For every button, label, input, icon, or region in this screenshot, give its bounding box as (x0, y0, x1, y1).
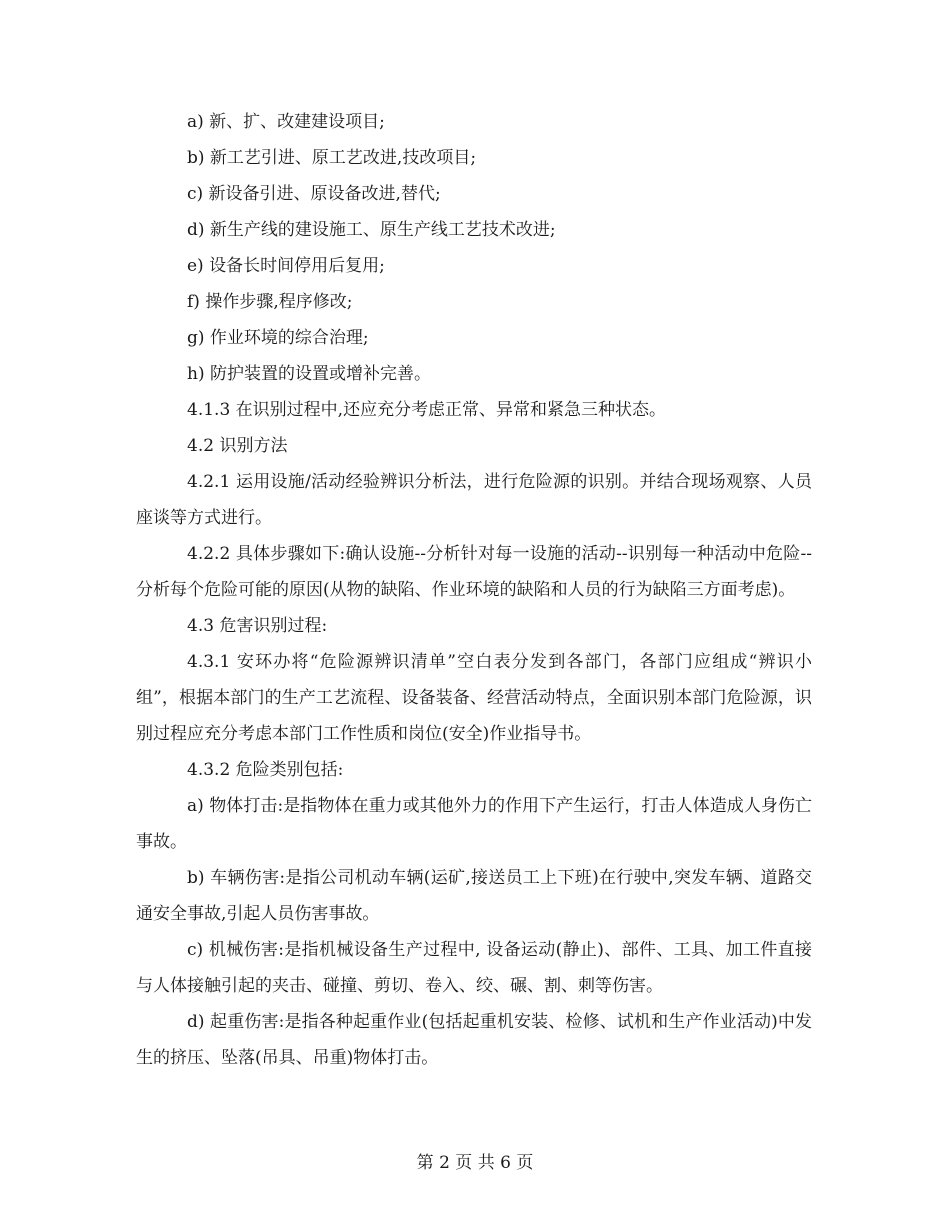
list-item-g: g) 作业环境的综合治理; (187, 328, 369, 348)
section-heading-4-3: 4.3 危害识别过程: (187, 616, 328, 636)
section-4-2-2: 4.2.2 具体步骤如下:确认设施--分析针对每一设施的活动--识别每一种活动中危险--分析每个危险可能的原因(从物的缺陷、作业环境的缺陷和人员的行为缺陷三方面考虑)。 (136, 544, 812, 600)
document-body (136, 104, 812, 1076)
list-item-e: e) 设备长时间停用后复用; (187, 256, 385, 276)
list-item-c: c) 新设备引进、原设备改进,替代; (187, 184, 441, 204)
hazard-item-c: c) 机械伤害:是指机械设备生产过程中, 设备运动(静止)、部件、工具、加工件直接与人体接触引起的夹击、碰撞、剪切、卷入、绞、碾、割、刺等伤害。 (136, 940, 812, 996)
page-number-footer: 第 2 页 共 6 页 (416, 1153, 534, 1173)
section-4-1-3: 4.1.3 在识别过程中,还应充分考虑正常、异常和紧急三种状态。 (187, 400, 667, 420)
list-item-d: d) 新生产线的建设施工、原生产线工艺技术改进; (187, 220, 556, 240)
list-item-a: a) 新、扩、改建建设项目; (187, 112, 385, 132)
list-item-h: h) 防护装置的设置或增补完善。 (187, 364, 431, 384)
section-4-2-1: 4.2.1 运用设施/活动经验辨识分析法，进行危险源的识别。并结合现场观察、人员座谈等方式进行。 (136, 472, 812, 528)
hazard-item-b: b) 车辆伤害:是指公司机动车辆(运矿,接送员工上下班)在行驶中,突发车辆、道路交通安全事故,引起人员伤害事故。 (136, 868, 812, 924)
hazard-item-d: d) 起重伤害:是指各种起重作业(包括起重机安装、检修、试机和生产作业活动)中发生的挤压、坠落(吊具、吊重)物体打击。 (136, 1012, 812, 1068)
section-heading-4-2: 4.2 识别方法 (187, 436, 288, 456)
section-4-3-2: 4.3.2 危险类别包括: (187, 760, 344, 780)
list-item-b: b) 新工艺引进、原工艺改进,技改项目; (187, 148, 477, 168)
list-item-f: f) 操作步骤,程序修改; (187, 292, 353, 312)
section-4-3-1: 4.3.1 安环办将“危险源辨识清单”空白表分发到各部门，各部门应组成“辨识小组”，根据本部门的生产工艺流程、设备装备、经营活动特点，全面识别本部门危险源，识别过程应充分考虑本部门工作性质和岗位(安全)作业指导书。 (136, 652, 812, 744)
hazard-item-a: a) 物体打击:是指物体在重力或其他外力的作用下产生运行，打击人体造成人身伤亡事故。 (136, 796, 812, 852)
